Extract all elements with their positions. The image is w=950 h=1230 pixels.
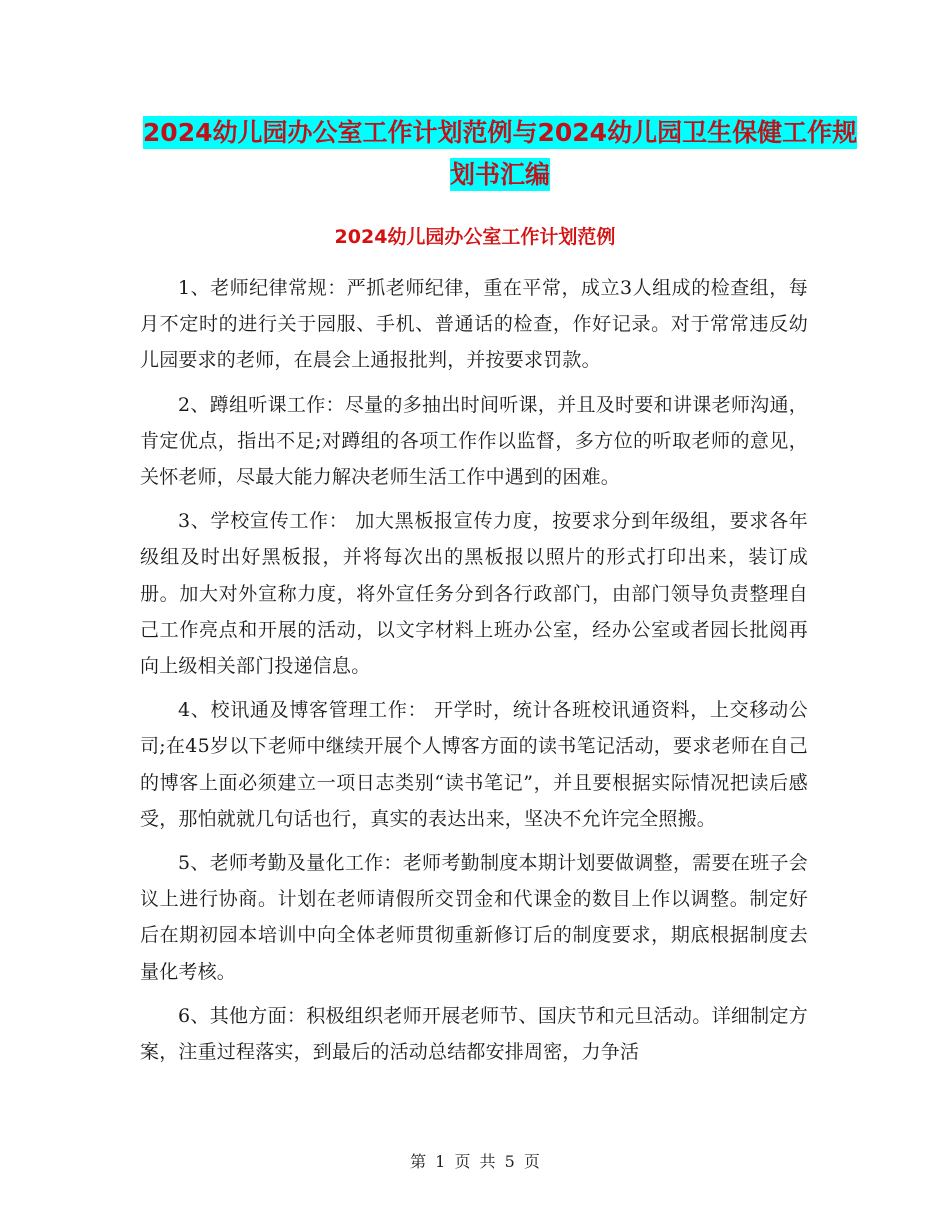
paragraph-6: 6、其他方面：积极组织老师开展老师节、国庆节和元旦活动。详细制定方案，注重过程落实，到最后的活动总结都安排周密，力争活 [140,1004,808,1064]
document-body [140,270,808,1078]
section-title: 2024幼儿园办公室工作计划范例 [334,226,616,248]
paragraph-3: 3、学校宣传工作： 加大黑板报宣传力度，按要求分到年级组，要求各年级组及时出好黑板报，并将每次出的黑板报以照片的形式打印出来，装订成册。加大对外宣称力度，将外宣任务分到各行政部门，由部门领导负责整理自己工作亮点和开展的活动，以文字材料上班办公室，经办公室或者园长批阅再向上级相关部门投递信息。 [140,510,808,678]
title-highlight: 2024幼儿园办公室工作计划范例与2024幼儿园卫生保健工作规划书汇编 [142,118,858,189]
document-title [140,112,860,196]
page-footer: 第 1 页 共 5 页 [410,1152,540,1171]
paragraph-5: 5、老师考勤及量化工作：老师考勤制度本期计划要做调整，需要在班子会议上进行协商。计划在老师请假所交罚金和代课金的数目上作以调整。制定好后在期初园本培训中向全体老师贯彻重新修订后的制度要求，期底根据制度去量化考核。 [140,852,808,983]
paragraph-2: 2、蹲组听课工作：尽量的多抽出时间听课，并且及时要和讲课老师沟通，肯定优点，指出不足;对蹲组的各项工作作以监督，多方位的听取老师的意见，关怀老师，尽最大能力解决老师生活工作中遇到的困难。 [140,393,808,489]
paragraph-4: 4、校讯通及博客管理工作： 开学时，统计各班校讯通资料，上交移动公司;在45岁以下老师中继续开展个人博客方面的读书笔记活动，要求老师在自己的博客上面必须建立一项日志类别“读书笔记”，并且要根据实际情况把读后感受，那怕就就几句话也行，真实的表达出来，坚决不允许完全照搬。 [140,699,808,830]
paragraph-1: 1、老师纪律常规：严抓老师纪律，重在平常，成立3人组成的检查组，每月不定时的进行关于园服、手机、普通话的检查，作好记录。对于常常违反幼儿园要求的老师，在晨会上通报批判，并按要求罚款。 [140,277,808,372]
